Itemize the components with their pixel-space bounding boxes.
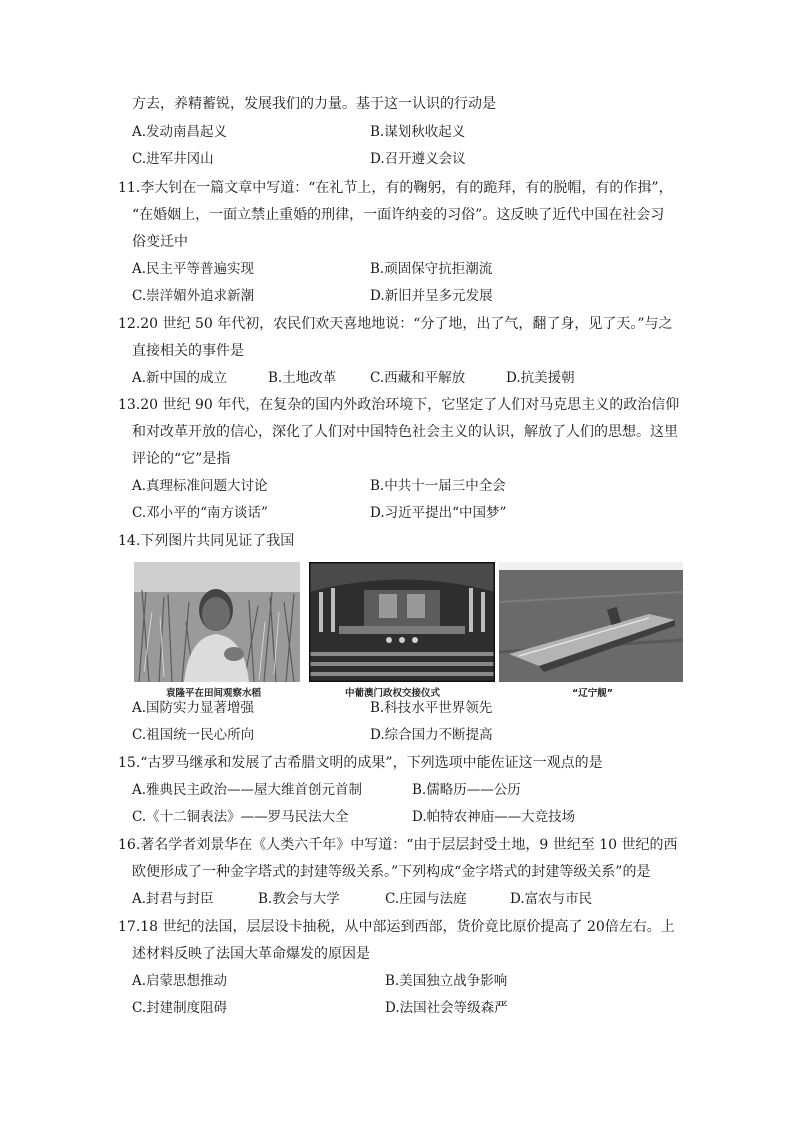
q13-option-c: C.邓小平的“南方谈话” <box>132 505 268 521</box>
q17-stem-line1: 17.18 世纪的法国，层层设卡抽税，从中部运到西部，货价竟比原价提高了 20倍左右。上 <box>118 919 675 935</box>
q11-option-b: B.顽固保守抗拒潮流 <box>370 261 493 277</box>
q14-stem: 14.下列图片共同见证了我国 <box>118 533 295 549</box>
photo-caption-rice: 袁隆平在田间观察水稻 <box>166 688 262 699</box>
q16-stem-line2: 欧便形成了一种金字塔式的封建等级关系。”下列构成“金字塔式的封建等级关系”的是 <box>132 864 651 880</box>
q13-option-a: A.真理标准问题大讨论 <box>132 478 268 494</box>
q17-option-d: D.法国社会等级森严 <box>385 1000 508 1016</box>
q12-option-a: A.新中国的成立 <box>132 370 228 386</box>
q14-option-c: C.祖国统一民心所向 <box>132 727 255 743</box>
q13-stem-line2: 和对改革开放的信心，深化了人们对中国特色社会主义的认识，解放了人们的思想。这里 <box>132 424 678 440</box>
q12-option-d: D.抗美援朝 <box>506 370 575 386</box>
q11-stem-line1: 11.李大钊在一篇文章中写道：“在礼节上，有的鞠躬，有的跪拜，有的脱帽，有的作揖”， <box>118 180 673 196</box>
q16-option-d: D.富农与市民 <box>510 891 593 907</box>
q12-stem-line1: 12.20 世纪 50 年代初，农民们欢天喜地地说：“分了地，出了气，翻了身，见了天。”与之 <box>118 316 673 332</box>
q13-stem-line3: 评论的“它”是指 <box>132 451 231 467</box>
photo-caption-liaoning: “辽宁舰” <box>572 688 613 699</box>
q12-stem-line2: 直接相关的事件是 <box>132 343 244 359</box>
q16-option-c: C.庄园与法庭 <box>385 891 467 907</box>
q15-option-c: C.《十二铜表法》——罗马民法大全 <box>132 809 349 825</box>
photo-macau-ceremony <box>309 562 495 682</box>
q14-option-a: A.国防实力显著增强 <box>132 700 255 716</box>
q12-option-b: B.土地改革 <box>268 370 337 386</box>
photo-aircraft-carrier <box>499 562 683 682</box>
q13-option-d: D.习近平提出“中国梦” <box>370 505 507 521</box>
q17-option-a: A.启蒙思想推动 <box>132 973 228 989</box>
q15-option-b: B.儒略历——公历 <box>412 782 521 798</box>
q11-stem-line2: “在婚姻上，一面立禁止重婚的刑律，一面许纳妾的习俗”。这反映了近代中国在社会习 <box>132 207 665 223</box>
q14-option-b: B.科技水平世界领先 <box>370 700 493 716</box>
q16-stem-line1: 16.著名学者刘景华在《人类六千年》中写道：“由于层层封受土地，9 世纪至 10 世纪的西 <box>118 837 678 853</box>
q11-stem-line3: 俗变迁中 <box>132 234 188 250</box>
q13-stem-line1: 13.20 世纪 90 年代，在复杂的国内外政治环境下，它坚定了人们对马克思主义的政治信仰 <box>118 397 680 413</box>
q13-option-b: B.中共十一届三中全会 <box>370 478 506 494</box>
q14-option-d: D.综合国力不断提高 <box>370 727 493 743</box>
q10-option-b: B.谋划秋收起义 <box>370 124 466 140</box>
q10-option-a: A.发动南昌起义 <box>132 124 228 140</box>
q17-option-c: C.封建制度阻碍 <box>132 1000 228 1016</box>
q16-option-a: A.封君与封臣 <box>132 891 214 907</box>
q15-option-d: D.帕特农神庙——大竞技场 <box>412 809 576 825</box>
q10-option-c: C.进军井冈山 <box>132 151 214 167</box>
q11-option-c: C.崇洋媚外追求新潮 <box>132 288 255 304</box>
q15-option-a: A.雅典民主政治——屋大维首创元首制 <box>132 782 363 798</box>
photo-rice-field <box>134 562 300 682</box>
q17-option-b: B.美国独立战争影响 <box>385 973 508 989</box>
q11-option-d: D.新旧并呈多元发展 <box>370 288 493 304</box>
q16-option-b: B.教会与大学 <box>258 891 340 907</box>
photo-caption-macau: 中葡澳门政权交接仪式 <box>345 688 441 699</box>
q11-option-a: A.民主平等普遍实现 <box>132 261 255 277</box>
q10-option-d: D.召开遵义会议 <box>370 151 466 167</box>
q12-option-c: C.西藏和平解放 <box>370 370 466 386</box>
q15-stem: 15.“古罗马继承和发展了古希腊文明的成果”，下列选项中能佐证这一观点的是 <box>118 755 603 771</box>
q17-stem-line2: 述材料反映了法国大革命爆发的原因是 <box>132 946 370 962</box>
q10-stem: 方去，养精蓄锐，发展我们的力量。基于这一认识的行动是 <box>132 96 496 112</box>
